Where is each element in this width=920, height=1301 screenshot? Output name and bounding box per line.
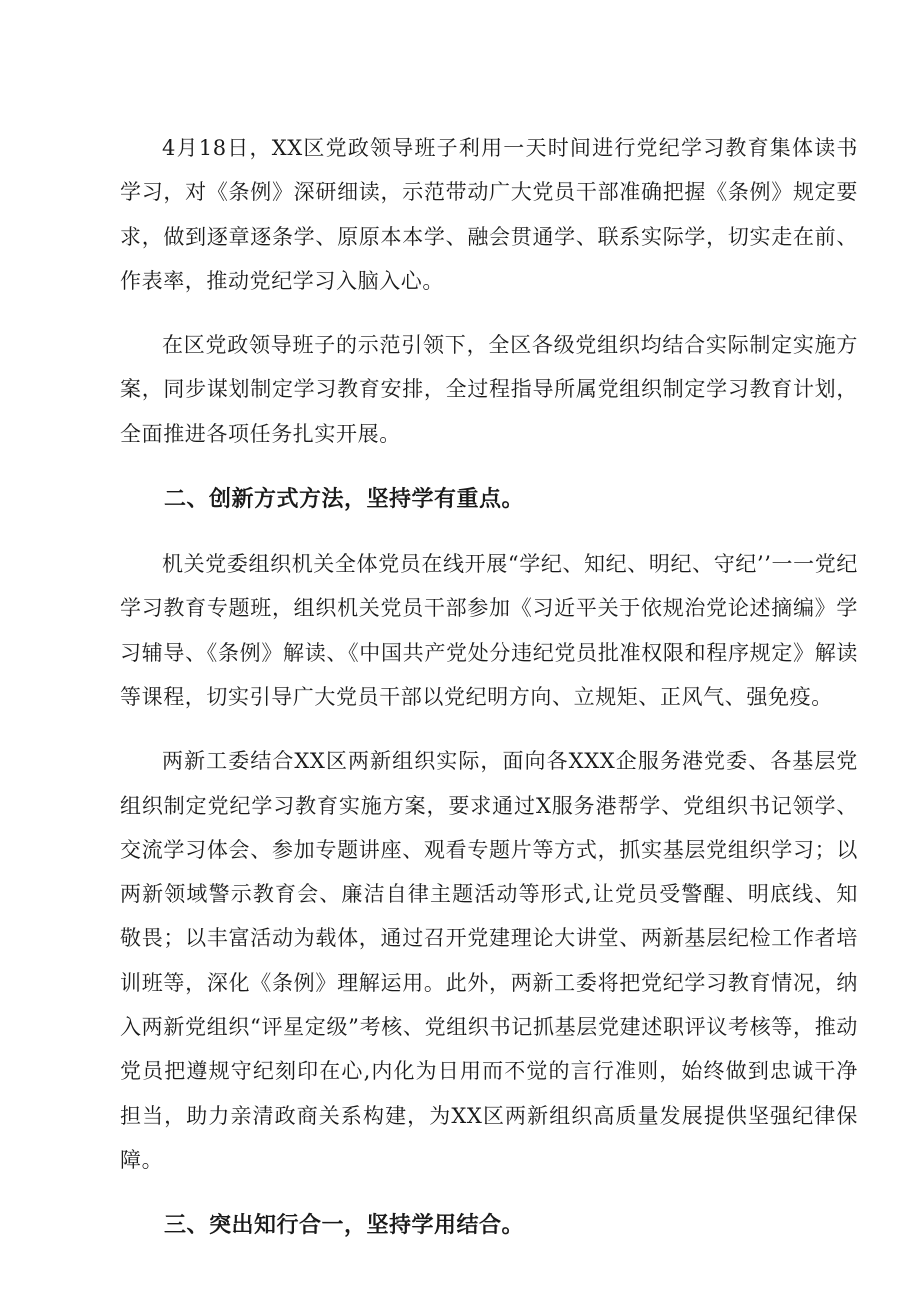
section-heading-3: 三、突出知行合一，坚持学用结合。 [164,1213,525,1239]
paragraph-online-training: 机关党委组织机关全体党员在线开展“学纪、知纪、明纪、守纪’’一一党纪学习教育专题班，组织机关党员干部参加《习近平关于依规治党论述摘编》学习辅导、《条例》解读、《中国共产党处分违纪党员批准权限和程序规定》解读等课程，切实引导广大党员干部以党纪明方向、立规矩、正风气、强免疫。 [120,552,858,709]
paragraph-study-session: 4月18日，XX区党政领导班子利用一天时间进行党纪学习教育集体读书学习，对《条例》深研细读，示范带动广大党员干部准确把握《条例》规定要求，做到逐章逐条学、原原本本学、融会贯通学、联系实际学，切实走在前、作表率，推动党纪学习入脑入心。 [120,136,858,293]
paragraph-two-new-committee: 两新工委结合XX区两新组织实际，面向各XXX企服务港党委、各基层党组织制定党纪学习教育实施方案，要求通过X服务港帮学、党组织书记领学、交流学习体会、参加专题讲座、观看专题片等方式，抓实基层党组织学习；以两新领域警示教育会、廉洁自律主题活动等形式,让党员受警醒、明底线、知敬畏；以丰富活动为载体，通过召开党建理论大讲堂、两新基层纪检工作者培训班等，深化《条例》理解运用。此外，两新工委将把党纪学习教育情况，纳入两新党组织“评星定级”考核、党组织书记抓基层党建述职评议考核等，推动党员把遵规守纪刻印在心,内化为日用而不觉的言行准则，始终做到忠诚干净担当，助力亲清政商关系构建，为XX区两新组织高质量发展提供坚强纪律保障。 [120,749,858,1172]
section-heading-2: 二、创新方式方法，坚持学有重点。 [164,487,525,513]
spacer [120,1182,858,1204]
paragraph-implementation-plan: 在区党政领导班子的示范引领下，全区各级党组织均结合实际制定实施方案，同步谋划制定学习教育安排，全过程指导所属党组织制定学习教育计划，全面推进各项任务扎实开展。 [120,333,858,446]
spacer [120,303,858,323]
spacer [120,719,858,739]
spacer [120,522,858,542]
spacer [120,456,858,478]
